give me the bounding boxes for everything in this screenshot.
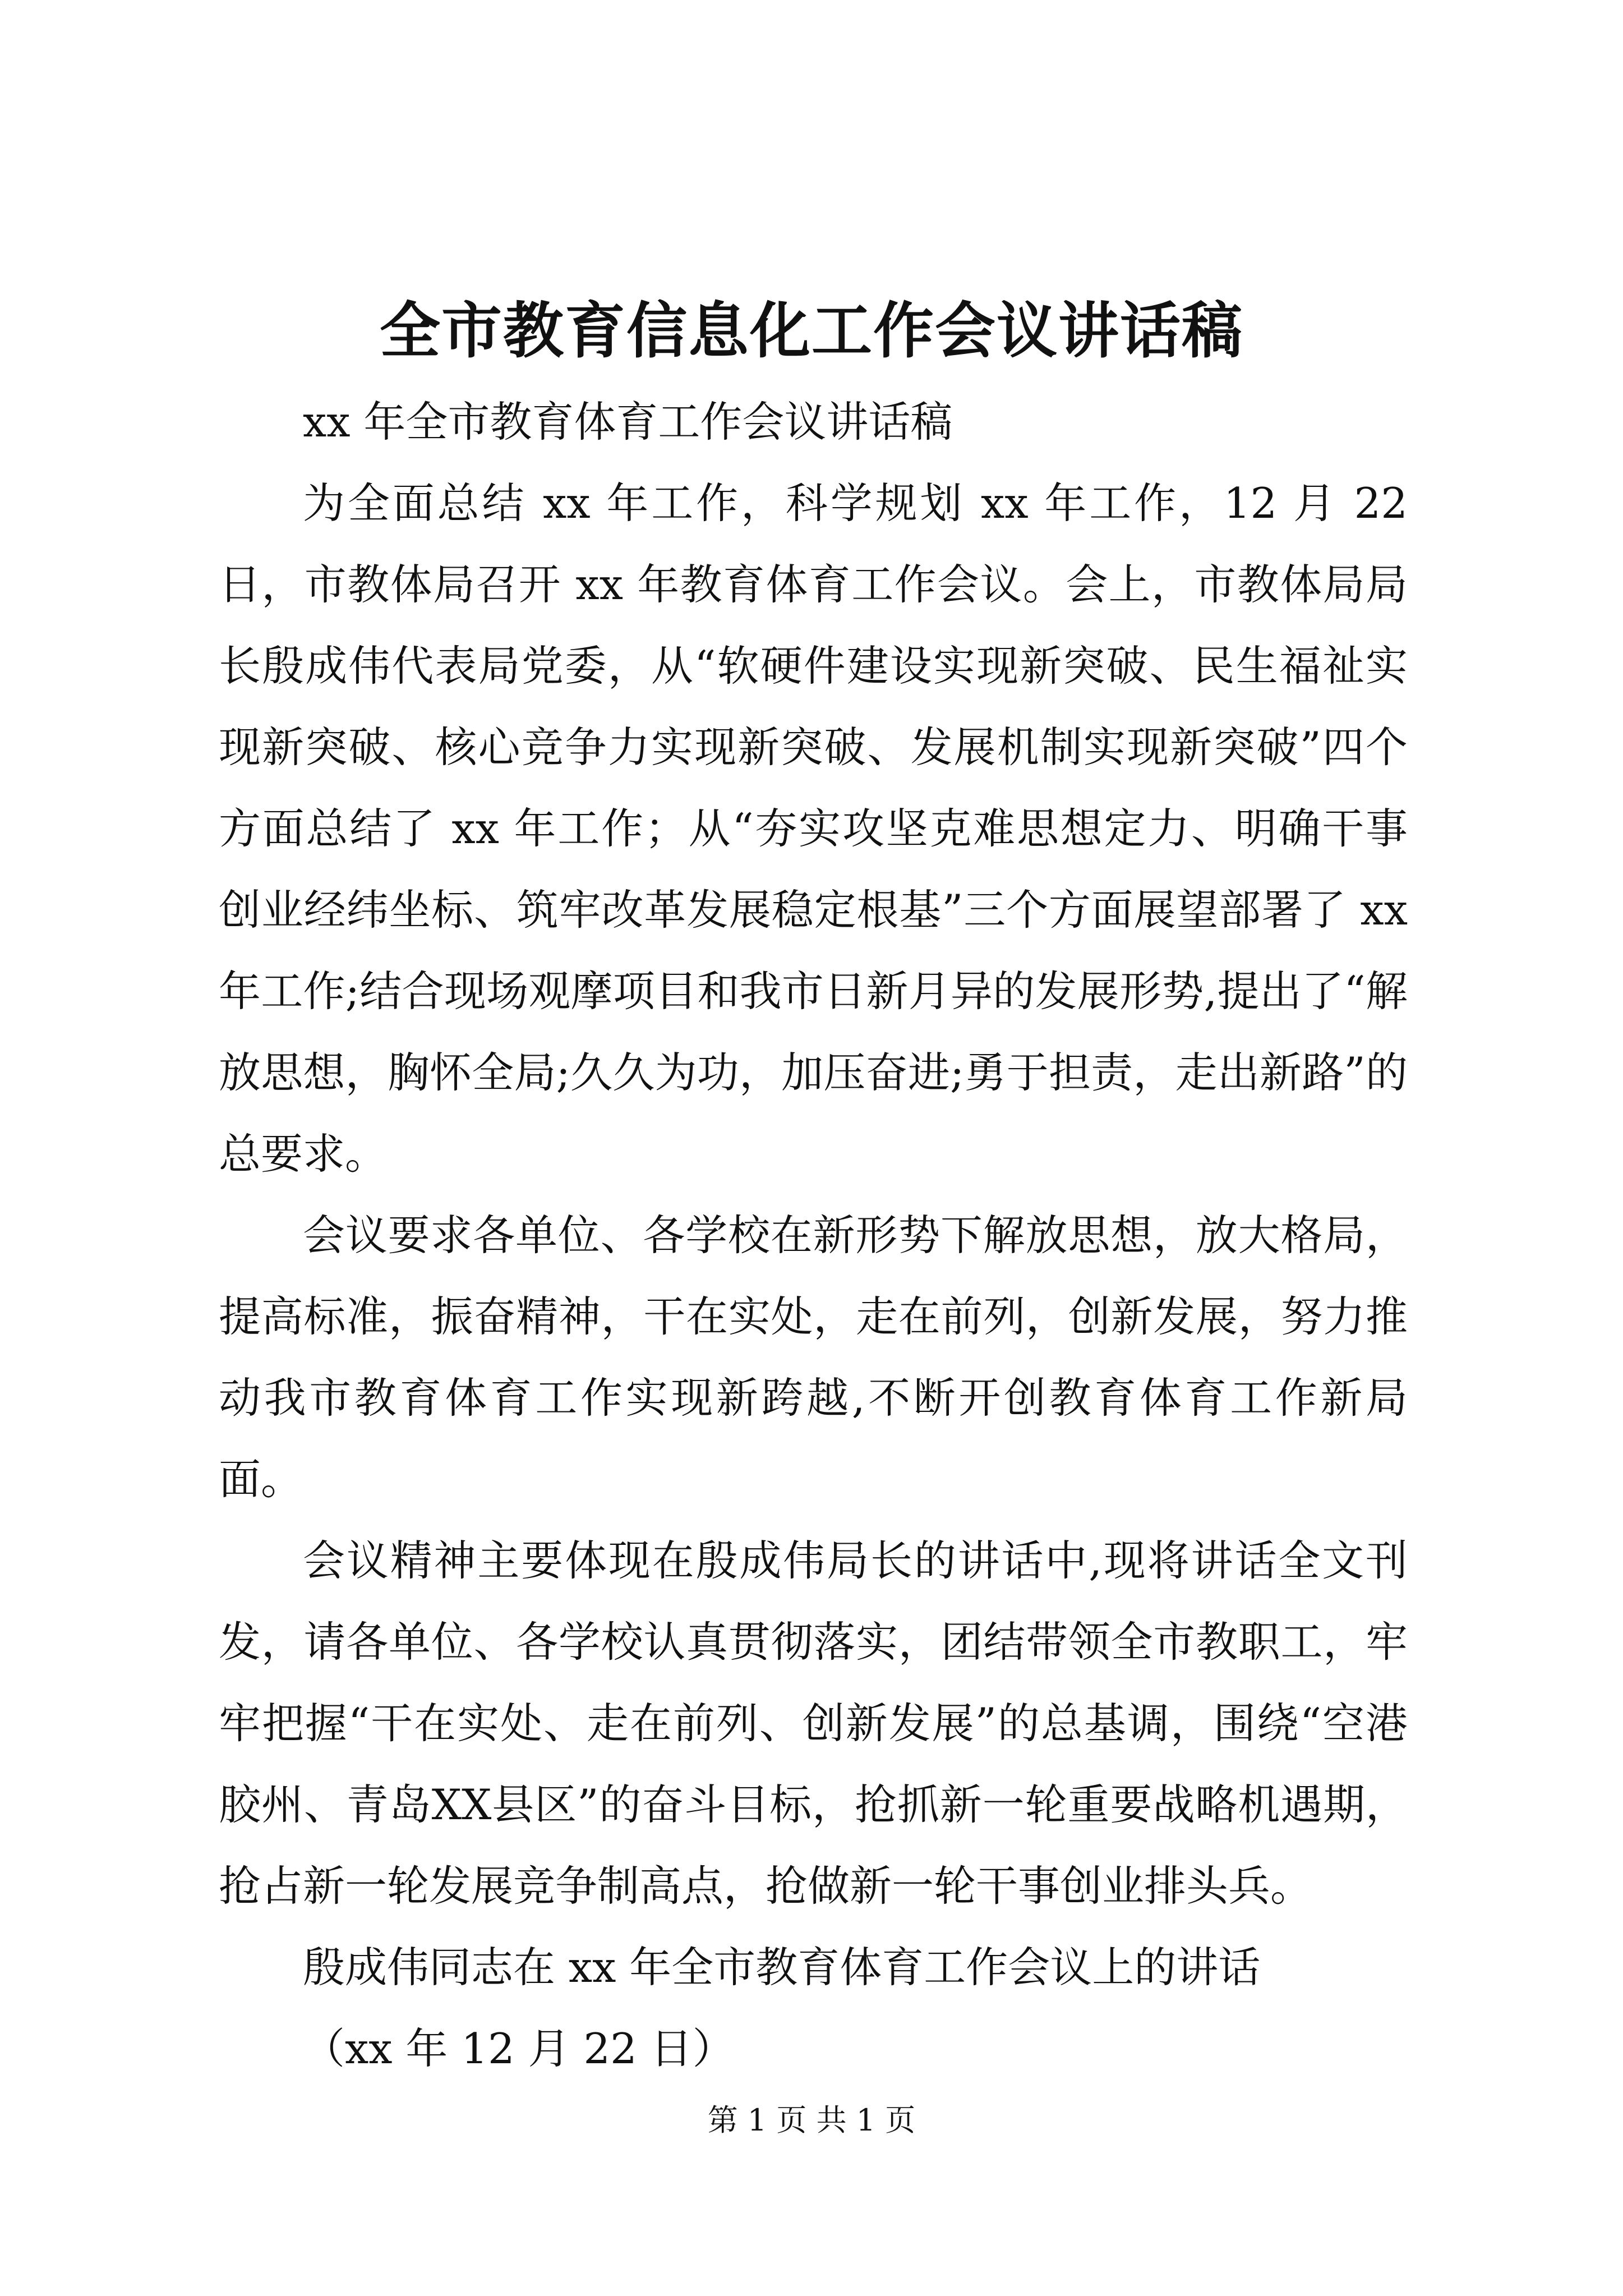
paragraph-requirements: 会议要求各单位、各学校在新形势下解放思想，放大格局，提高标准，振奋精神，干在实处，走在前列，创新发展，努力推动我市教育体育工作实现新跨越,不断开创教育体育工作新局面。 (219, 1211, 1408, 1504)
paragraph-subtitle: xx 年全市教育体育工作会议讲话稿 (303, 397, 953, 447)
page-footer: 第 1 页 共 1 页 (707, 2102, 916, 2138)
paragraph-speech-title: 殷成伟同志在 xx 年全市教育体育工作会议上的讲话 (303, 1943, 1261, 1992)
document-body (219, 381, 1408, 2090)
paragraph-speech-date: （xx 年 12 月 22 日） (303, 2024, 735, 2073)
paragraph-summary: 为全面总结 xx 年工作，科学规划 xx 年工作，12 月 22 日，市教体局召开 xx 年教育体育工作会议。会上，市教体局局长殷成伟代表局党委，从“软硬件建设实现新突破、民生福祉实现新突破、核心竞争力实现新突破、发展机制实现新突破”四个方面总结了 xx 年工作；从“夯实攻坚克难思想定力、明确干事创业经纬坐标、筑牢改革发展稳定根基”三个方面展望部署了 xx 年工作;结合现场观摩项目和我市日新月异的发展形势,提出了“解放思想，胸怀全局;久久为功，加压奋进;勇于担责，走出新路”的总要求。 (219, 478, 1408, 1179)
paragraph-spirit: 会议精神主要体现在殷成伟局长的讲话中,现将讲话全文刊发，请各单位、各学校认真贯彻落实，团结带领全市教职工，牢牢把握“干在实处、走在前列、创新发展”的总基调，围绕“空港胶州、青岛XX县区”的奋斗目标，抢抓新一轮重要战略机遇期，抢占新一轮发展竞争制高点，抢做新一轮干事创业排头兵。 (219, 1536, 1408, 1911)
document-title: 全市教育信息化工作会议讲话稿 (379, 296, 1243, 366)
